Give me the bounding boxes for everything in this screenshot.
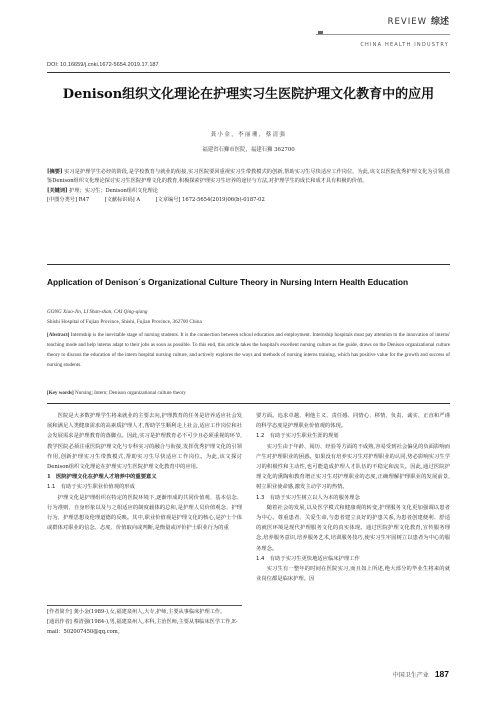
doi: DOI: 10.16659/j.cnki.1672-5654.2019.17.187 xyxy=(47,62,159,68)
paragraph: 医院是大多数护理学生将来就业的主要去向,护理教育的任务是培养适应社会发展和满足人类健康需求的高素质护理人才,帮助学生顺利走上社会,适应工作岗位和社会发展需求是护理教育的落脚点。因此,实习是护理教育必不可少且必须重视的环节,教学医院必须注重医院护理文化与专科实习的融合与衔接,发挥优秀护理文化的引领作用,创新护理实习生带教模式,帮助实习生尽快适应工作岗位。为此,该文探讨Denison组织文化理论在护理实习生医院护理文化教育中的应用。 xyxy=(47,413,242,471)
keywords-cn-label: [关键词] xyxy=(47,187,68,194)
journal-section-header xyxy=(388,14,449,27)
subsection-heading: 1.1 有助于实习生职业价值观的形成 xyxy=(47,484,135,491)
top-rule xyxy=(47,72,450,73)
review-label: REVIEW xyxy=(387,17,427,27)
keywords-en-label: [Key words] xyxy=(47,390,74,396)
header-divider xyxy=(316,34,450,35)
paragraph: 实习生有一整年的时间在医院实习,而且如上所述,绝大部分的毕业生将来的就业岗位都是临床护理。因 xyxy=(256,566,450,583)
affiliation-en: Shishi Hospital of Fujian Province, Shishi, Fujian Province, 362700 China xyxy=(47,319,202,325)
abstract-en-text: Internship is the inevitable stage of nursing students. It is the connection between school education and employment. Internship hospitals must pay attention to the innovation of interns' teaching mode and help interns adapt to their jobs as soon as possible. To this end, this article takes the hospital's excellent nursing culture as the guide, draws on the Denison organizational culture theory to discuss the education of the intern hospital nursing culture, and actively explores the ways and methods of nursing interns training, which has positive value for the growth and success of nursing students. xyxy=(47,332,450,369)
page-number: 187 xyxy=(434,669,449,679)
abstract-cn xyxy=(47,168,450,206)
body-column-right xyxy=(256,411,450,584)
keywords-en-text: Nursing; Intern; Denison organizational culture theory xyxy=(75,390,186,396)
abstract-cn-label: [摘要] xyxy=(47,169,63,175)
mid-rule xyxy=(47,264,450,265)
footnotes xyxy=(47,607,242,637)
subsection-heading: 1.2 有助于实习生职业生涯的规划 xyxy=(256,433,339,440)
authors: 龚小金，李丽珊，蔡清强 xyxy=(210,132,287,138)
footnote-rule xyxy=(47,605,242,606)
abstract-en xyxy=(47,330,450,370)
authors-en: GONG Xiao-Jin, LI Shan-shan, CAI Qing-qiang xyxy=(47,309,148,315)
abstract-cn-text: 实习是护理学生必经的阶段,是学校教育与就业的衔接,实习医院要回重视实习生带教模式的创新,帮助实习生尽快适应工作岗位。为此,该文以医院优秀护理文化为引领,借鉴Denison组织文化理论探讨实习生医院护理文化的教育,积极探索护理实习生培养的途径与方法,对护理学生的成长和成才具有积极的价值。 xyxy=(47,169,450,185)
author-note: [作者简介] 龚小金(1989-),女,福建泉州人,大专,护师,主要从事临床护理工作。 xyxy=(47,609,226,615)
journal-name-cn: 中国卫生产业 xyxy=(392,672,429,679)
corresponding-author-note: [通讯作者] 蔡清强(1984-),男,福建泉州人,本科,主治医师,主要从事临床医学工作,E-mail：502007450@qq.com。 xyxy=(47,619,238,635)
body-column-left xyxy=(47,411,242,533)
section-heading: 1 医院护理文化在护理人才培养中的重要意义 xyxy=(47,474,157,481)
body-rule xyxy=(47,403,450,404)
article-title: Denison组织文化理论在护理实习生医院护理文化教育中的应用 xyxy=(62,87,435,102)
paragraph: 护理文化是护理组织在特定的医院环境下,逐渐形成的共同价值观、基本信念、行为准则、自身形象以及与之相适应的制度载体的总和,是护理人员价值观念、护理行为、护理思想及伦理道德的反映。其中,职业价值观是护理文化的核心,是护士个体或群体对职业的信念、态度、价值取向或判断,是衡量或评价护士职业行为的重 xyxy=(47,494,242,532)
page-footer xyxy=(393,669,449,679)
paragraph: 要方面。追求卓越、利他主义、责任感、同情心、移情、负责、诚实、正直和严谨的科学态度是护理职业价值观的体现。 xyxy=(256,413,450,430)
keywords-cn: 护理；实习生；Denison组织文化理论 xyxy=(69,187,158,194)
affiliation: 福建省石狮市医院，福建石狮 362700 xyxy=(202,147,295,153)
article-title-en: Application of Denison´s Organizational Culture Theory in Nursing Intern Health Education xyxy=(47,277,409,287)
keywords-en xyxy=(47,390,450,396)
abstract-en-label: [Abstract] xyxy=(47,332,70,338)
review-cn-label: 综述 xyxy=(430,17,449,27)
journal-name-en: CHINA HEALTH INDUSTRY xyxy=(360,42,449,48)
classification-numbers: [中图分类号] R47 [文献标识码] A [文章编号] 1672-5654(2019)06(b)-0187-02 xyxy=(47,197,265,204)
subsection-heading: 1.3 有助于实习生树立以人为本的服务理念 xyxy=(256,494,360,501)
paragraph: 随着社会的发展,以及医学模式和健康观的转变,护理服务文化更加强调以患者为中心。尊重患者、关爱生命,与患者建立良好的护患关系,为患者创建便利、舒适的就医环境是现代护理服务文化的真实体现。通过医院护理文化教育,宣传服务理念,培养服务意识,培养服务艺术,培训服务技巧,使实习生牢固树立以患者为中心的服务理念。 xyxy=(256,504,450,552)
subsection-heading: 1.4 有助于实习生更快地适应临床护理工作 xyxy=(256,555,360,562)
paragraph: 实习生由于年龄、阅历、经验等方面的不成熟,容易受到社会偏见的负面影响而产生对护理职业的困惑。如果没有培养实习生对护理职业的认同,势必影响实习生学习的积极性和主动性,也可能造成护理人才队伍的不稳定和流失。因此,通过医院护理文化的熏陶和教育增正实习生对护理职业的态度,正确理解护理职业的发展前景,树立职业使命感,激发主动学习的热情。 xyxy=(256,443,450,491)
